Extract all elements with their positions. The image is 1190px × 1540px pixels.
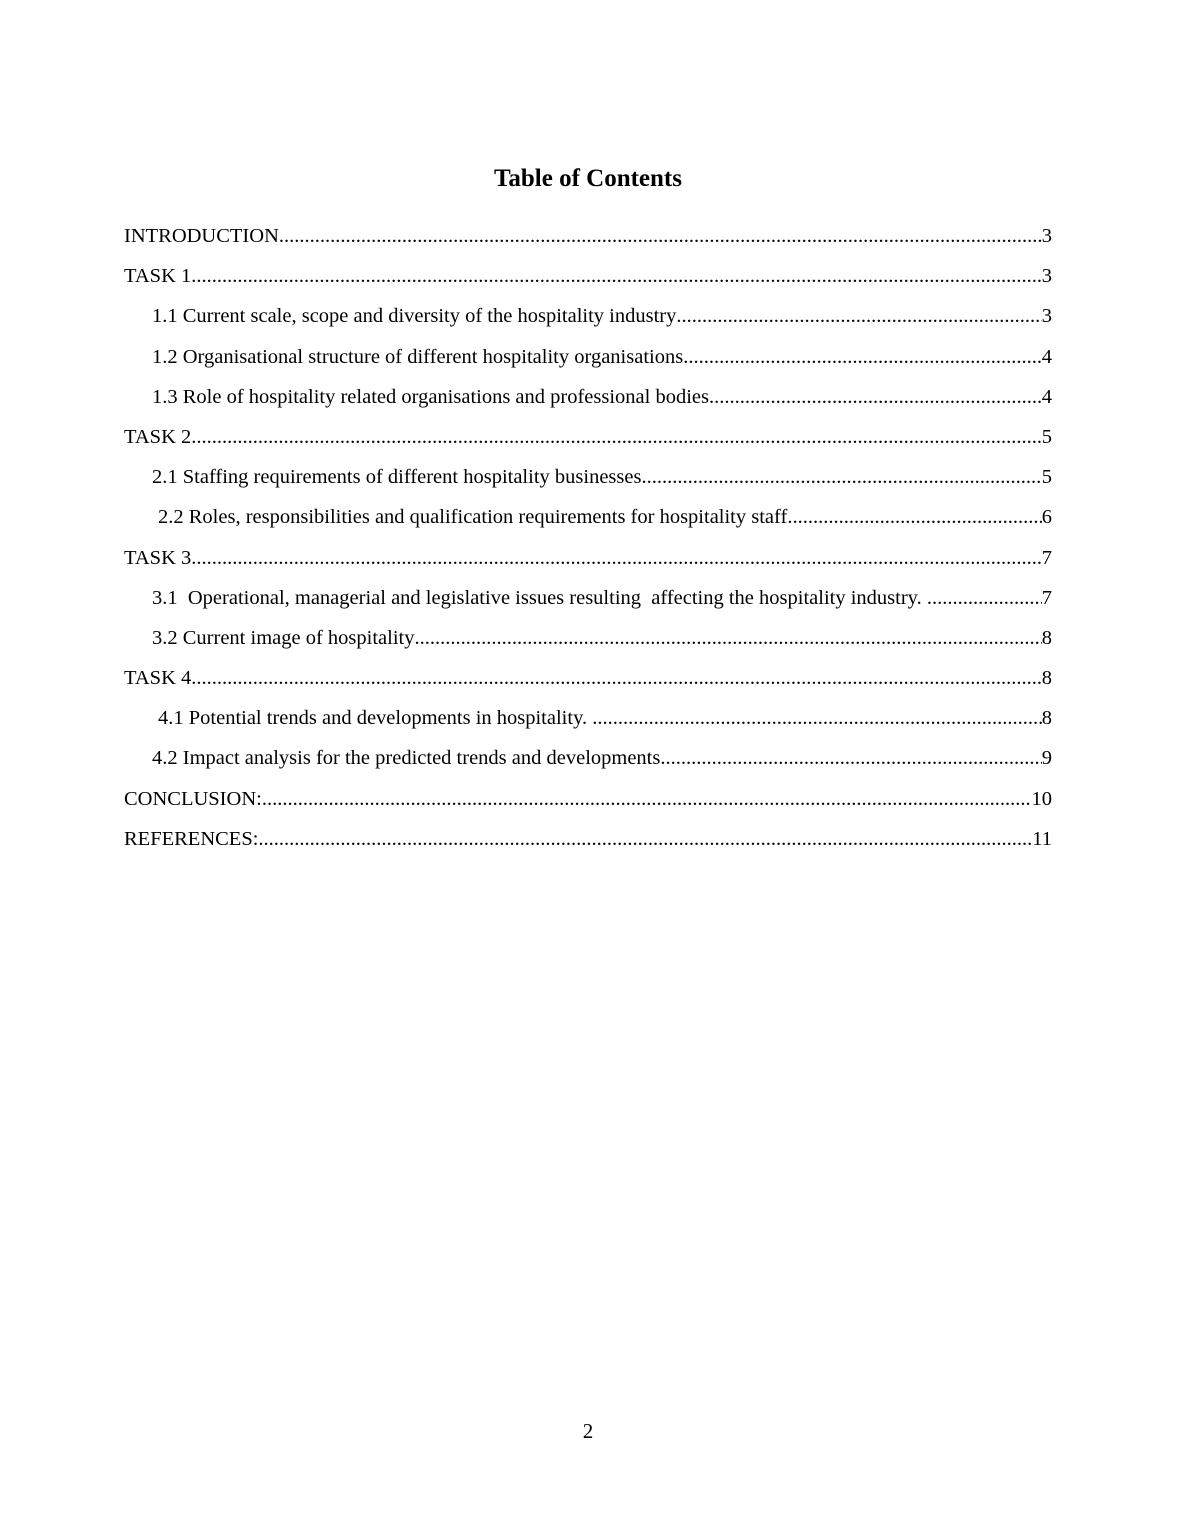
toc-entry-label: 2.1 Staffing requirements of different hospitality businesses [152,466,642,489]
toc-entry-label: 4.2 Impact analysis for the predicted trends and developments [152,747,661,770]
toc-dot-leader [262,784,1032,814]
toc-entry-label: TASK 2 [124,425,192,448]
toc-entry-label: REFERENCES: [124,827,259,850]
toc-dot-leader [641,462,1041,492]
toc-dot-leader [191,663,1041,693]
toc-dot-leader [191,422,1041,452]
toc-entry-task-4[interactable] [124,663,1052,703]
page-number: 2 [582,1419,594,1443]
toc-entry-4-2[interactable] [124,743,1052,783]
toc-entry-1-1[interactable] [124,301,1052,341]
toc-dot-leader [592,703,1042,733]
toc-dot-leader [787,502,1041,532]
toc-entry-page: 5 [1041,466,1052,489]
toc-entry-label: TASK 4 [124,667,192,690]
toc-entry-page: 7 [1041,546,1052,569]
toc-list [124,221,1052,864]
toc-entry-label: 3.2 Current image of hospitality [152,626,415,649]
toc-entry-page: 3 [1041,265,1052,288]
toc-entry-page: 5 [1041,425,1052,448]
toc-entry-1-3[interactable] [124,382,1052,422]
toc-entry-page: 6 [1041,506,1052,529]
toc-entry-page: 4 [1041,385,1052,408]
toc-entry-page: 3 [1041,225,1052,247]
toc-entry-introduction[interactable] [124,221,1052,261]
toc-entry-page: 11 [1032,827,1052,850]
toc-dot-leader [191,543,1041,573]
toc-entry-label: INTRODUCTION [124,225,279,247]
toc-entry-task-1[interactable] [124,261,1052,301]
toc-entry-1-2[interactable] [124,342,1052,382]
toc-dot-leader [258,824,1032,854]
toc-entry-page: 4 [1041,345,1052,368]
toc-entry-task-3[interactable] [124,543,1052,583]
toc-entry-label: 1.2 Organisational structure of different hospitality organisations [152,345,684,368]
toc-entry-page: 10 [1031,787,1052,810]
toc-entry-label: 1.1 Current scale, scope and diversity of the hospitality industry [152,305,677,328]
toc-entry-label: 2.2 Roles, responsibilities and qualification requirements for hospitality staff [158,506,788,529]
toc-dot-leader [414,623,1041,653]
toc-entry-page: 9 [1041,747,1052,770]
toc-dot-leader [279,221,1042,251]
toc-entry-label: TASK 3 [124,546,192,569]
toc-dot-leader [709,382,1042,412]
toc-entry-label: 3.1 Operational, managerial and legislative issues resulting affecting the hospitality industry. [152,586,927,609]
toc-dot-leader [683,342,1042,372]
toc-entry-4-1[interactable] [124,703,1052,743]
toc-entry-3-1[interactable] [124,583,1052,623]
toc-dot-leader [191,261,1041,291]
toc-dot-leader [660,743,1041,773]
toc-dot-leader [676,301,1041,331]
toc-entry-label: CONCLUSION: [124,787,262,810]
toc-entry-label: 4.1 Potential trends and developments in hospitality. [158,707,593,730]
toc-entry-page: 8 [1041,707,1052,730]
toc-entry-conclusion[interactable] [124,784,1052,824]
toc-dot-leader [927,583,1042,613]
toc-entry-label: 1.3 Role of hospitality related organisations and professional bodies [152,385,710,408]
toc-entry-2-2[interactable] [124,502,1052,542]
toc-entry-2-1[interactable] [124,462,1052,502]
toc-entry-page: 7 [1041,586,1052,609]
toc-entry-page: 8 [1041,626,1052,649]
toc-entry-page: 8 [1041,667,1052,690]
toc-entry-references[interactable] [124,824,1052,864]
toc-title: Table of Contents [494,165,682,192]
toc-entry-task-2[interactable] [124,422,1052,462]
toc-entry-3-2[interactable] [124,623,1052,663]
toc-entry-page: 3 [1041,305,1052,328]
toc-entry-label: TASK 1 [124,265,192,288]
